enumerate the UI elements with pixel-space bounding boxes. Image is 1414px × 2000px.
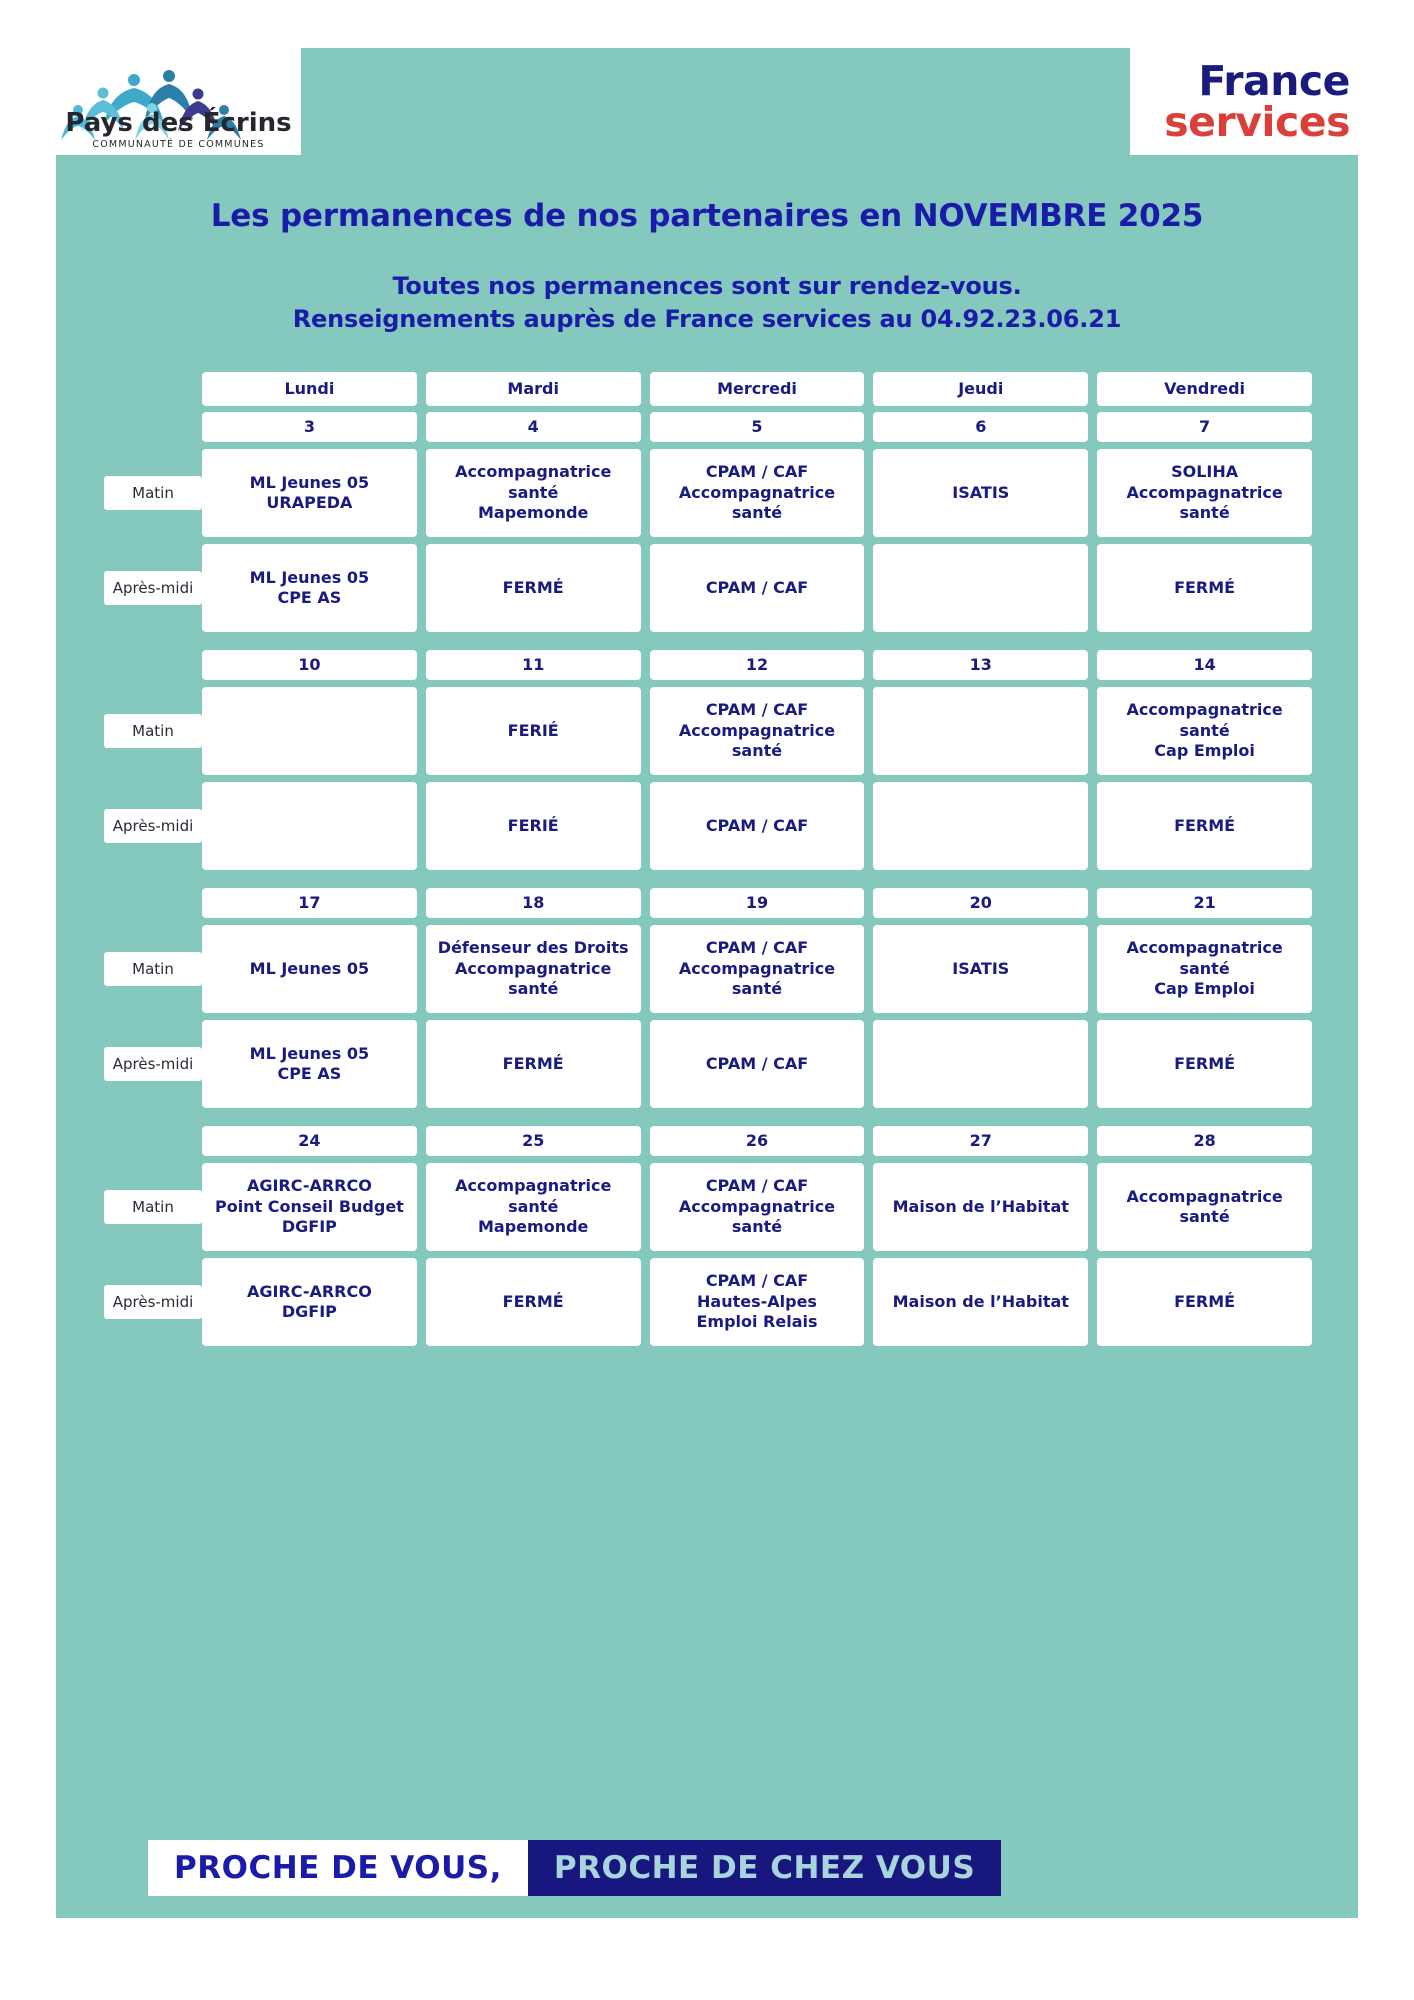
permanence-cell	[873, 782, 1088, 870]
day-number: 18	[426, 888, 641, 918]
permanence-cell	[873, 544, 1088, 632]
permanence-cell: AGIRC-ARRCO Point Conseil Budget DGFIP	[202, 1163, 417, 1251]
permanence-cell: Accompagnatrice santé	[1097, 1163, 1312, 1251]
day-name-header: Lundi	[202, 372, 417, 406]
france-services-logo-line1: France	[1198, 57, 1350, 106]
footer-slogan-right: PROCHE DE CHEZ VOUS	[528, 1840, 1001, 1896]
day-number: 13	[873, 650, 1088, 680]
afternoon-row	[56, 1020, 1358, 1108]
margin-right	[1358, 0, 1414, 2000]
footer-slogan-banner	[148, 1840, 1001, 1896]
day-number: 6	[873, 412, 1088, 442]
calendar-week	[56, 650, 1358, 870]
permanence-cell: ML Jeunes 05 CPE AS	[202, 544, 417, 632]
afternoon-row	[56, 1258, 1358, 1346]
day-number: 20	[873, 888, 1088, 918]
day-name-header: Jeudi	[873, 372, 1088, 406]
permanence-cell: CPAM / CAF Accompagnatrice santé	[650, 687, 865, 775]
calendar-week	[56, 1126, 1358, 1346]
day-number: 12	[650, 650, 865, 680]
permanence-cell: Maison de l’Habitat	[873, 1258, 1088, 1346]
permanence-cell: CPAM / CAF Accompagnatrice santé	[650, 449, 865, 537]
permanence-cell: Accompagnatrice santé Cap Emploi	[1097, 925, 1312, 1013]
day-number-row	[56, 650, 1358, 680]
day-number: 3	[202, 412, 417, 442]
day-number: 7	[1097, 412, 1312, 442]
margin-top	[0, 0, 1414, 48]
day-name-header-row	[56, 372, 1358, 406]
france-services-logo-line2: services	[1164, 97, 1350, 146]
pays-des-ecrins-tagline: COMMUNAUTÉ DE COMMUNES	[92, 139, 265, 150]
slot-label-morning: Matin	[104, 714, 202, 748]
permanence-cell: ISATIS	[873, 925, 1088, 1013]
permanences-calendar	[56, 372, 1358, 1364]
permanence-cell: ISATIS	[873, 449, 1088, 537]
day-number: 14	[1097, 650, 1312, 680]
day-number: 11	[426, 650, 641, 680]
permanence-cell: FERMÉ	[426, 1258, 641, 1346]
day-number: 4	[426, 412, 641, 442]
permanence-cell: Maison de l’Habitat	[873, 1163, 1088, 1251]
permanence-cell: FERMÉ	[426, 1020, 641, 1108]
permanence-cell: CPAM / CAF Accompagnatrice santé	[650, 925, 865, 1013]
day-number: 10	[202, 650, 417, 680]
permanence-cell: ML Jeunes 05 CPE AS	[202, 1020, 417, 1108]
morning-row	[56, 1163, 1358, 1251]
day-number: 28	[1097, 1126, 1312, 1156]
permanence-cell: Accompagnatrice santé Mapemonde	[426, 1163, 641, 1251]
slot-label-morning: Matin	[104, 476, 202, 510]
permanence-cell: CPAM / CAF	[650, 782, 865, 870]
afternoon-row	[56, 782, 1358, 870]
permanence-cell: CPAM / CAF Hautes-Alpes Emploi Relais	[650, 1258, 865, 1346]
permanence-cell: FERMÉ	[1097, 544, 1312, 632]
footer-slogan-left: PROCHE DE VOUS,	[148, 1840, 528, 1896]
day-number: 17	[202, 888, 417, 918]
slot-label-morning: Matin	[104, 1190, 202, 1224]
permanence-cell	[873, 687, 1088, 775]
day-number-row	[56, 412, 1358, 442]
day-number-row	[56, 888, 1358, 918]
morning-row	[56, 687, 1358, 775]
slot-label-afternoon: Après-midi	[104, 809, 202, 843]
day-number-row	[56, 1126, 1358, 1156]
day-number: 24	[202, 1126, 417, 1156]
pays-des-ecrins-logo	[56, 48, 301, 155]
pays-des-ecrins-wordmark: Pays des Écrins	[65, 108, 292, 138]
calendar-week	[56, 372, 1358, 632]
subtitle-line-1: Toutes nos permanences sont sur rendez-vous.	[392, 272, 1022, 300]
permanence-cell: Défenseur des Droits Accompagnatrice santé	[426, 925, 641, 1013]
subtitle-line-2: Renseignements auprès de France services au 04.92.23.06.21	[292, 305, 1122, 333]
permanence-cell: AGIRC-ARRCO DGFIP	[202, 1258, 417, 1346]
permanence-cell: FERMÉ	[1097, 782, 1312, 870]
day-number: 21	[1097, 888, 1312, 918]
margin-bottom	[0, 1918, 1414, 2000]
day-number: 26	[650, 1126, 865, 1156]
slot-label-afternoon: Après-midi	[104, 1285, 202, 1319]
slot-label-morning: Matin	[104, 952, 202, 986]
permanence-cell: FERIÉ	[426, 687, 641, 775]
slot-label-afternoon: Après-midi	[104, 571, 202, 605]
day-number: 5	[650, 412, 865, 442]
france-services-logo	[1130, 48, 1358, 155]
day-number: 25	[426, 1126, 641, 1156]
permanence-cell	[202, 782, 417, 870]
permanence-cell: ML Jeunes 05	[202, 925, 417, 1013]
permanence-cell: CPAM / CAF	[650, 1020, 865, 1108]
permanence-cell: CPAM / CAF	[650, 544, 865, 632]
permanence-cell: FERMÉ	[1097, 1258, 1312, 1346]
permanence-cell: SOLIHA Accompagnatrice santé	[1097, 449, 1312, 537]
slot-label-afternoon: Après-midi	[104, 1047, 202, 1081]
day-number: 19	[650, 888, 865, 918]
morning-row	[56, 449, 1358, 537]
day-name-header: Mardi	[426, 372, 641, 406]
permanence-cell: Accompagnatrice santé Cap Emploi	[1097, 687, 1312, 775]
permanence-cell: Accompagnatrice santé Mapemonde	[426, 449, 641, 537]
calendar-week	[56, 888, 1358, 1108]
permanence-cell: CPAM / CAF Accompagnatrice santé	[650, 1163, 865, 1251]
permanence-cell: FERIÉ	[426, 782, 641, 870]
day-number: 27	[873, 1126, 1088, 1156]
margin-left	[0, 0, 56, 2000]
page-title: Les permanences de nos partenaires en NOVEMBRE 2025	[210, 198, 1204, 234]
morning-row	[56, 925, 1358, 1013]
permanence-cell	[873, 1020, 1088, 1108]
day-name-header: Vendredi	[1097, 372, 1312, 406]
day-name-header: Mercredi	[650, 372, 865, 406]
permanence-cell	[202, 687, 417, 775]
permanence-cell: FERMÉ	[1097, 1020, 1312, 1108]
permanence-cell: FERMÉ	[426, 544, 641, 632]
afternoon-row	[56, 544, 1358, 632]
permanence-cell: ML Jeunes 05 URAPEDA	[202, 449, 417, 537]
